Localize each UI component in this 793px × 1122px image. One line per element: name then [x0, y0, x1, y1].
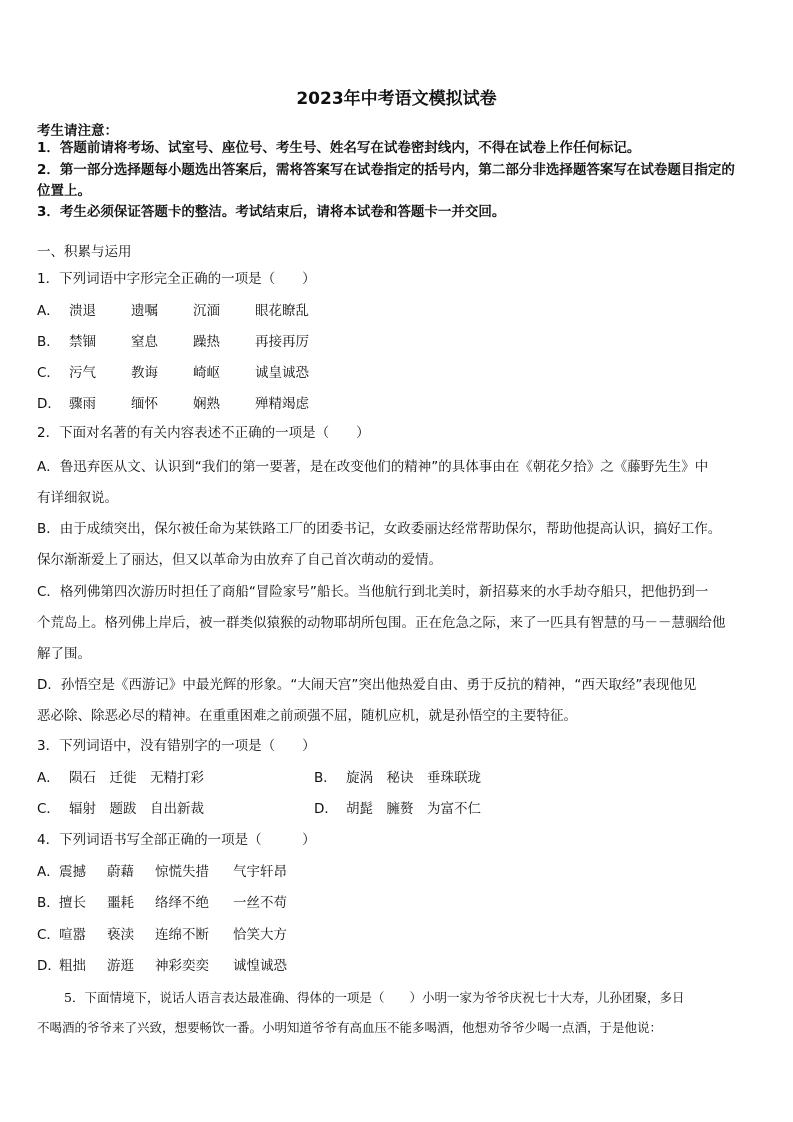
page-title: 2023年中考语文模拟试卷	[296, 89, 497, 109]
option-text: 陨石 迁徙 无精打彩	[69, 770, 204, 786]
q2-text-line: 解了围。	[37, 646, 91, 662]
q3-option-d	[314, 800, 481, 818]
option-word: 蔚藉	[107, 864, 134, 880]
option-label: C．	[37, 801, 60, 817]
option-label: A．	[37, 770, 60, 786]
option-text: 辐射 题跋 自出新裁	[69, 801, 204, 817]
q2-text-line: B．由于成绩突出，保尔被任命为某铁路工厂的团委书记，女政委丽达经常帮助保尔，帮助他提高认识，搞好工作。	[37, 521, 722, 537]
option-word: 粗拙	[59, 958, 86, 974]
q1-option-b	[37, 333, 355, 351]
option-word: 气宇轩昂	[233, 864, 287, 880]
q3-option-c	[37, 800, 204, 818]
question-5-text-line: 不喝酒的爷爷来了兴致，想要畅饮一番。小明知道爷爷有高血压不能多喝酒，他想劝爷爷少喝一点酒，于是他说：	[37, 1020, 663, 1035]
option-word: 擅长	[59, 895, 86, 911]
option-word: 络绎不绝	[155, 895, 209, 911]
option-word: 教诲	[131, 365, 158, 381]
option-label: A．	[37, 303, 60, 319]
notice-item: 位置上。	[37, 183, 91, 199]
option-label: B．	[37, 895, 60, 911]
question-1-stem: 1．下列词语中字形完全正确的一项是（ ）	[37, 271, 316, 287]
option-label: D．	[37, 958, 61, 974]
option-label: B．	[314, 770, 337, 786]
option-word: 溃退	[69, 303, 96, 319]
option-word: 遗嘱	[131, 303, 158, 319]
option-word: 缅怀	[131, 396, 158, 412]
q4-option-c	[37, 926, 287, 944]
option-word: 神彩奕奕	[155, 958, 209, 974]
option-word: 娴熟	[193, 396, 220, 412]
option-text: 旋涡 秘诀 垂珠联珑	[346, 770, 481, 786]
option-word: 震撼	[59, 864, 86, 880]
option-word: 沉湎	[193, 303, 220, 319]
option-word: 惊慌失措	[155, 864, 209, 880]
q2-text-line: 恶必除、除恶必尽的精神。在重重困难之前顽强不屈，随机应机，就是孙悟空的主要特征。	[37, 708, 577, 724]
option-word: 连绵不断	[155, 927, 209, 943]
q1-option-c	[37, 364, 355, 382]
q2-text-line: 个荒岛上。格列佛上岸后，被一群类似猿猴的动物耶胡所包围。正在危急之际，来了一匹具有智慧的马－－慧骃给他	[37, 615, 726, 631]
notice-item: 3．考生必须保证答题卡的整洁。考试结束后，请将本试卷和答题卡一并交回。	[37, 204, 506, 220]
option-word: 殚精竭虑	[255, 396, 309, 412]
q3-option-b	[314, 769, 481, 787]
option-label: A．	[37, 864, 60, 880]
notice-item: 1．答题前请将考场、试室号、座位号、考生号、姓名写在试卷密封线内，不得在试卷上作任何标记。	[37, 140, 641, 156]
option-word: 一丝不苟	[233, 895, 287, 911]
option-word: 噩耗	[107, 895, 134, 911]
q4-option-a	[37, 863, 287, 881]
q2-text-line: 保尔渐渐爱上了丽达，但又以革命为由放弃了自己首次萌动的爱情。	[37, 552, 442, 568]
option-word: 躁热	[193, 334, 220, 350]
q4-option-b	[37, 894, 287, 912]
q1-option-d	[37, 395, 355, 413]
question-4-stem: 4．下列词语书写全部正确的一项是（ ）	[37, 832, 316, 848]
option-word: 喧嚣	[59, 927, 86, 943]
option-word: 崎岖	[193, 365, 220, 381]
q1-option-a	[37, 302, 355, 320]
q3-option-a	[37, 769, 204, 787]
option-label: C．	[37, 927, 60, 943]
option-word: 诚皇诚恐	[255, 365, 309, 381]
question-5-stem: 5．下面情境下，说话人语言表达最准确、得体的一项是（ ）小明一家为爷爷庆祝七十大寿，儿孙团聚，多日	[64, 990, 685, 1005]
option-word: 游逛	[107, 958, 134, 974]
option-text: 胡髭 臃赘 为富不仁	[346, 801, 481, 817]
option-word: 眼花瞭乱	[255, 303, 309, 319]
q4-option-d	[37, 957, 287, 975]
notice-heading: 考生请注意：	[37, 123, 118, 139]
question-3-stem: 3．下列词语中，没有错别字的一项是（ ）	[37, 738, 316, 754]
option-word: 再接再厉	[255, 334, 309, 350]
option-word: 窒息	[131, 334, 158, 350]
option-label: D．	[37, 396, 61, 412]
question-2-stem: 2．下面对名著的有关内容表述不正确的一项是（ ）	[37, 425, 370, 441]
notice-item: 2．第一部分选择题每小题选出答案后，需将答案写在试卷指定的括号内，第二部分非选择题答案写在试卷题目指定的	[37, 162, 735, 178]
q2-text-line: A．鲁迅弃医从文、认识到“我们的第一要著，是在改变他们的精神”的具体事由在《朝花夕拾》之《藤野先生》中	[37, 459, 709, 475]
option-word: 恰笑大方	[233, 927, 287, 943]
q2-text-line: 有详细叙说。	[37, 490, 118, 506]
option-word: 诚惶诚恐	[233, 958, 287, 974]
option-word: 禁锢	[69, 334, 96, 350]
option-word: 骤雨	[69, 396, 96, 412]
option-label: C．	[37, 365, 60, 381]
q2-text-line: C．格列佛第四次游历时担任了商船“冒险家号”船长。当他航行到北美时，新招募来的水手劫夺船只，把他扔到一	[37, 584, 709, 600]
option-label: B．	[37, 334, 60, 350]
option-word: 亵渎	[107, 927, 134, 943]
option-word: 污气	[69, 365, 96, 381]
section-heading: 一、积累与运用	[37, 244, 132, 260]
q2-text-line: D．孙悟空是《西游记》中最光辉的形象。“大闹天宫”突出他热爱自由、勇于反抗的精神，“西天取经”表现他见	[37, 677, 697, 693]
option-label: D．	[314, 801, 338, 817]
